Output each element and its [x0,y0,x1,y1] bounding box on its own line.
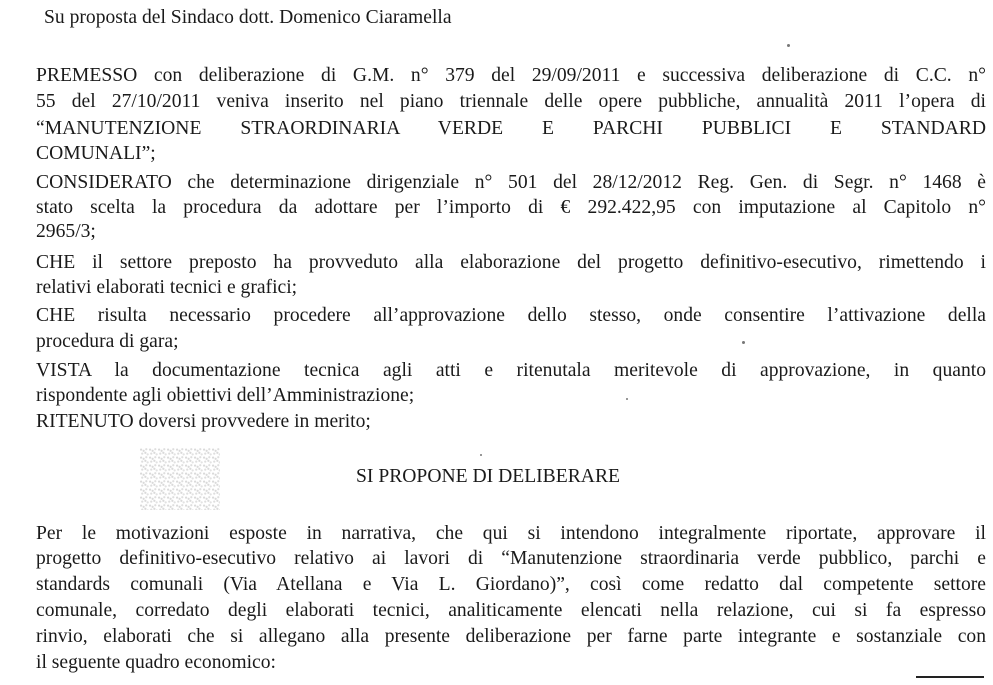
scan-speck [742,341,745,344]
premesso-line-3: “MANUTENZIONE STRAORDINARIA VERDE E PARCHI PUBBLICI E STANDARD [36,118,986,139]
scan-noise [140,448,220,510]
premesso-line-1: PREMESSO con deliberazione di G.M. n° 379 del 29/09/2011 e successiva deliberazione di C.C. n° [36,65,986,86]
section-heading: SI PROPONE DI DELIBERARE [356,466,620,487]
closing-line-3: standards comunali (Via Atellana e Via L. Giordano)”, così come redatto dal competente settore [36,574,986,595]
closing-line-4: comunale, corredato degli elaborati tecnici, analiticamente elencati nella relazione, cui si fa espresso [36,600,986,621]
scan-speck [480,454,482,456]
considerato-line-3: 2965/3; [36,221,96,242]
che-risulta-line-2: procedura di gara; [36,331,179,352]
vista-line-1: VISTA la documentazione tecnica agli atti e ritenutala meritevole di approvazione, in quanto [36,360,986,381]
considerato-line-1: CONSIDERATO che determinazione dirigenziale n° 501 del 28/12/2012 Reg. Gen. di Segr. n° 1468 è [36,172,986,193]
closing-line-2: progetto definitivo-esecutivo relativo ai lavori di “Manutenzione straordinaria verde pubblico, parchi e [36,548,986,569]
premesso-line-4: COMUNALI”; [36,143,156,164]
closing-line-1: Per le motivazioni esposte in narrativa, che qui si intendono integralmente riportate, approvare il [36,523,986,544]
considerato-line-2: stato scelta la procedura da adottare per l’importo di € 292.422,95 con imputazione al Capitolo n° [36,197,986,218]
che-settore-line-2: relativi elaborati tecnici e grafici; [36,277,298,298]
scan-speck [787,44,790,47]
closing-line-5: rinvio, elaborati che si allegano alla presente deliberazione per farne parte integrante e sostanziale con [36,626,986,647]
closing-line-6: il seguente quadro economico: [36,652,276,673]
intro-line: Su proposta del Sindaco dott. Domenico Ciaramella [44,7,452,28]
che-risulta-line-1: CHE risulta necessario procedere all’approvazione dello stesso, onde consentire l’attivazione della [36,305,986,326]
vista-line-2: rispondente agli obiettivi dell’Amministrazione; [36,385,415,406]
ritenuto-line: RITENUTO doversi provvedere in merito; [36,411,371,432]
che-settore-line-1: CHE il settore preposto ha provveduto alla elaborazione del progetto definitivo-esecutivo, rimettendo i [36,252,986,273]
premesso-line-2: 55 del 27/10/2011 veniva inserito nel piano triennale delle opere pubbliche, annualità 2011 l’opera di [36,91,986,112]
scan-speck [626,398,628,400]
signature-rule [916,676,984,678]
